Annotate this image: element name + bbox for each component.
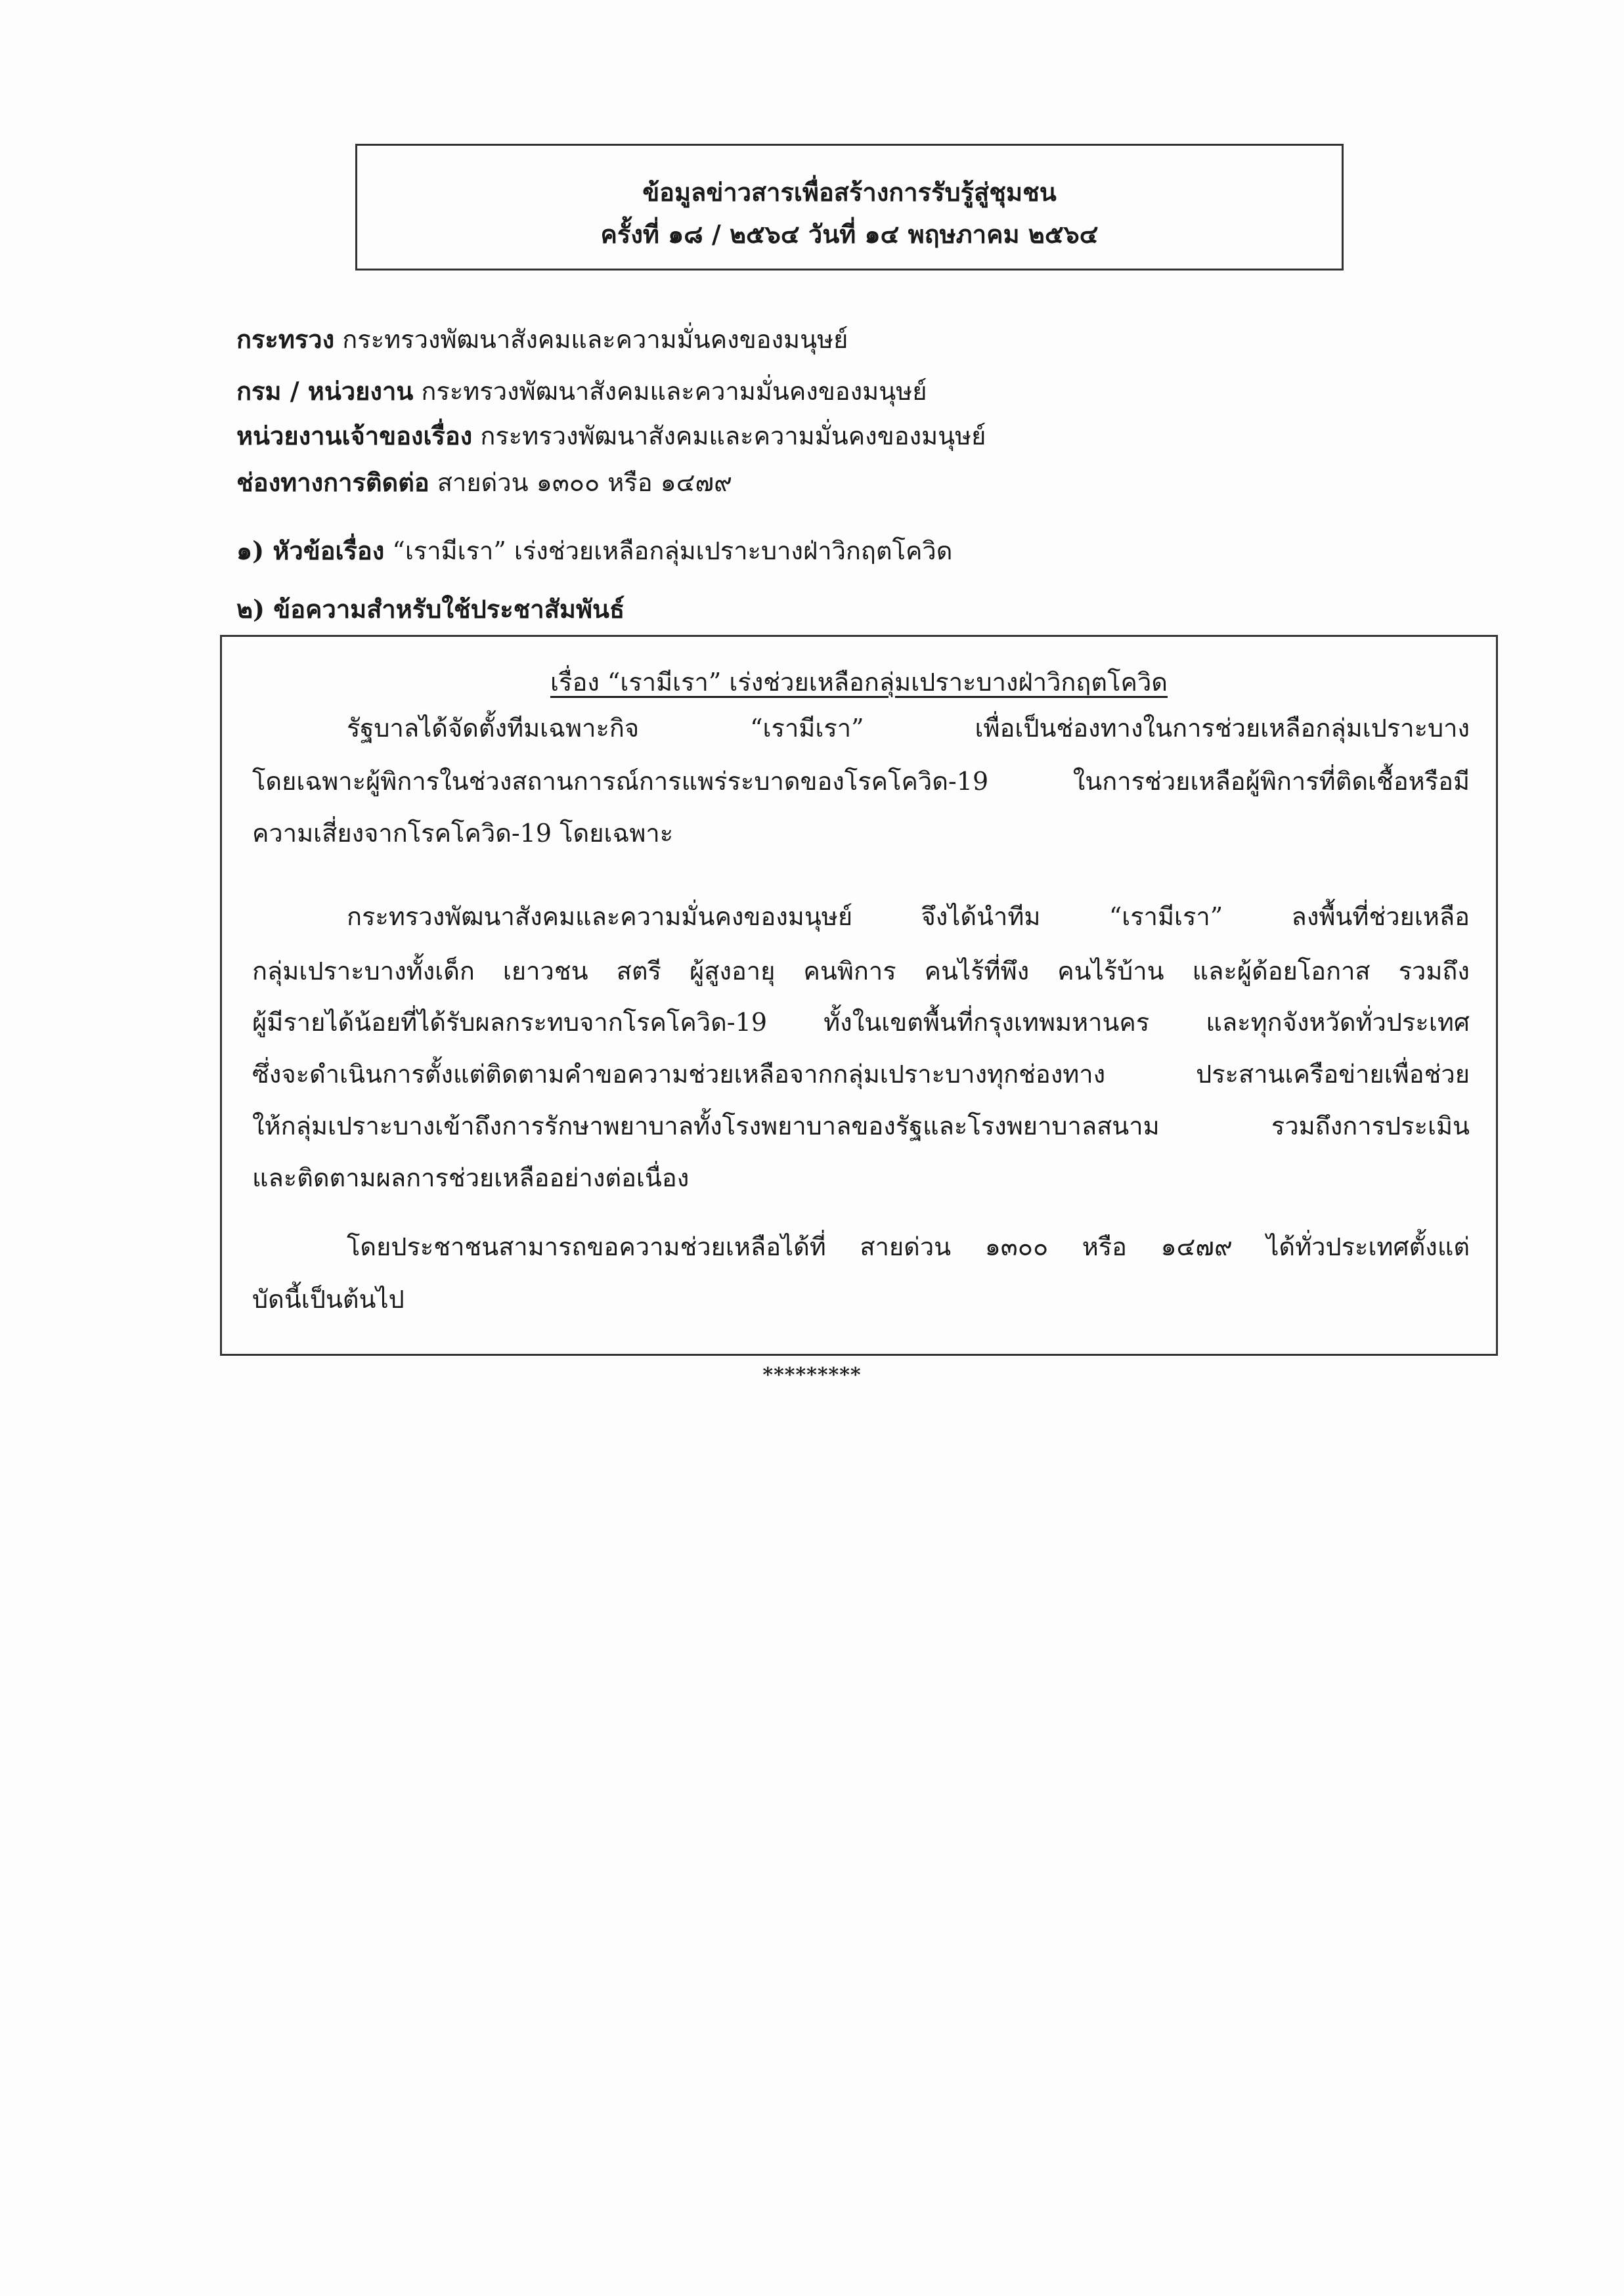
paragraph-line: บัดนี้เป็นต้นไป	[252, 1285, 405, 1314]
department-line	[236, 371, 927, 411]
contact-value: สายด่วน ๑๓๐๐ หรือ ๑๔๗๙	[437, 468, 732, 497]
paragraph-line: ความเสี่ยงจากโรคโควิด-19 โดยเฉพาะ	[252, 819, 674, 848]
paragraph-line: ซึ่งจะดำเนินการตั้งแต่ติดตามคำขอความช่วยเหลือจากกลุ่มเปราะบางทุกช่องทาง ประสานเครือข่ายเพื่อช่วย	[252, 1060, 1470, 1089]
paragraph-line: ให้กลุ่มเปราะบางเข้าถึงการรักษาพยาบาลทั้งโรงพยาบาลของรัฐและโรงพยาบาลสนาม รวมถึงการประเมิน	[252, 1112, 1470, 1140]
ministry-line	[236, 319, 848, 359]
end-mark: *********	[762, 1364, 862, 1387]
contact-label: ช่องทางการติดต่อ	[236, 467, 429, 497]
ministry-value: กระทรวงพัฒนาสังคมและความมั่นคงของมนุษย์	[342, 325, 848, 354]
department-value: กระทรวงพัฒนาสังคมและความมั่นคงของมนุษย์	[421, 377, 927, 406]
document-title: ข้อมูลข่าวสารเพื่อสร้างการรับรู้สู่ชุมชน	[642, 177, 1057, 207]
section-1-topic	[236, 531, 952, 571]
owner-value: กระทรวงพัฒนาสังคมและความมั่นคงของมนุษย์	[480, 422, 986, 450]
ministry-label: กระทรวง	[236, 324, 335, 354]
owner-label: หน่วยงานเจ้าของเรื่อง	[236, 421, 473, 450]
paragraph-line: รัฐบาลได้จัดตั้งทีมเฉพาะกิจ “เรามีเรา” เพื่อเป็นช่องทางในการช่วยเหลือกลุ่มเปราะบาง	[347, 714, 1470, 743]
department-label: กรม / หน่วยงาน	[236, 376, 414, 406]
paragraph-line: กระทรวงพัฒนาสังคมและความมั่นคงของมนุษย์ จึงได้นำทีม “เรามีเรา” ลงพื้นที่ช่วยเหลือ	[347, 902, 1470, 931]
paragraph-line: โดยประชาชนสามารถขอความช่วยเหลือได้ที่ สายด่วน ๑๓๐๐ หรือ ๑๔๗๙ ได้ทั่วประเทศตั้งแต่	[347, 1232, 1470, 1261]
header-box	[355, 144, 1344, 271]
paragraph-line: กลุ่มเปราะบางทั้งเด็ก เยาวชน สตรี ผู้สูงอายุ คนพิการ คนไร้ที่พึง คนไร้บ้าน และผู้ด้อยโอกาส รวมถึง	[252, 957, 1470, 986]
owner-line	[236, 416, 986, 456]
issue-line: ครั้งที่ ๑๘ / ๒๕๖๔ วันที่ ๑๔ พฤษภาคม ๒๕๖๔	[600, 219, 1099, 249]
press-release-box	[220, 635, 1498, 1356]
section-2-heading	[236, 589, 625, 629]
press-release-title: เรื่อง “เรามีเรา” เร่งช่วยเหลือกลุ่มเปราะบางฝ่าวิกฤตโควิด	[550, 668, 1168, 697]
section-1-label: ๑) หัวข้อเรื่อง	[236, 536, 385, 565]
section-2-label: ๒) ข้อความสำหรับใช้ประชาสัมพันธ์	[236, 594, 625, 624]
paragraph-line: และติดตามผลการช่วยเหลืออย่างต่อเนื่อง	[252, 1163, 690, 1192]
section-1-value: “เรามีเรา” เร่งช่วยเหลือกลุ่มเปราะบางฝ่าวิกฤตโควิด	[392, 536, 953, 565]
paragraph-line: ผู้มีรายได้น้อยที่ได้รับผลกระทบจากโรคโควิด-19 ทั้งในเขตพื้นที่กรุงเทพมหานคร และทุกจังหวัดทั่วประเทศ	[252, 1008, 1470, 1037]
paragraph-line: โดยเฉพาะผู้พิการในช่วงสถานการณ์การแพร่ระบาดของโรคโควิด-19 ในการช่วยเหลือผู้พิการที่ติดเชื้อหรือมี	[252, 767, 1470, 796]
contact-line	[236, 462, 732, 502]
